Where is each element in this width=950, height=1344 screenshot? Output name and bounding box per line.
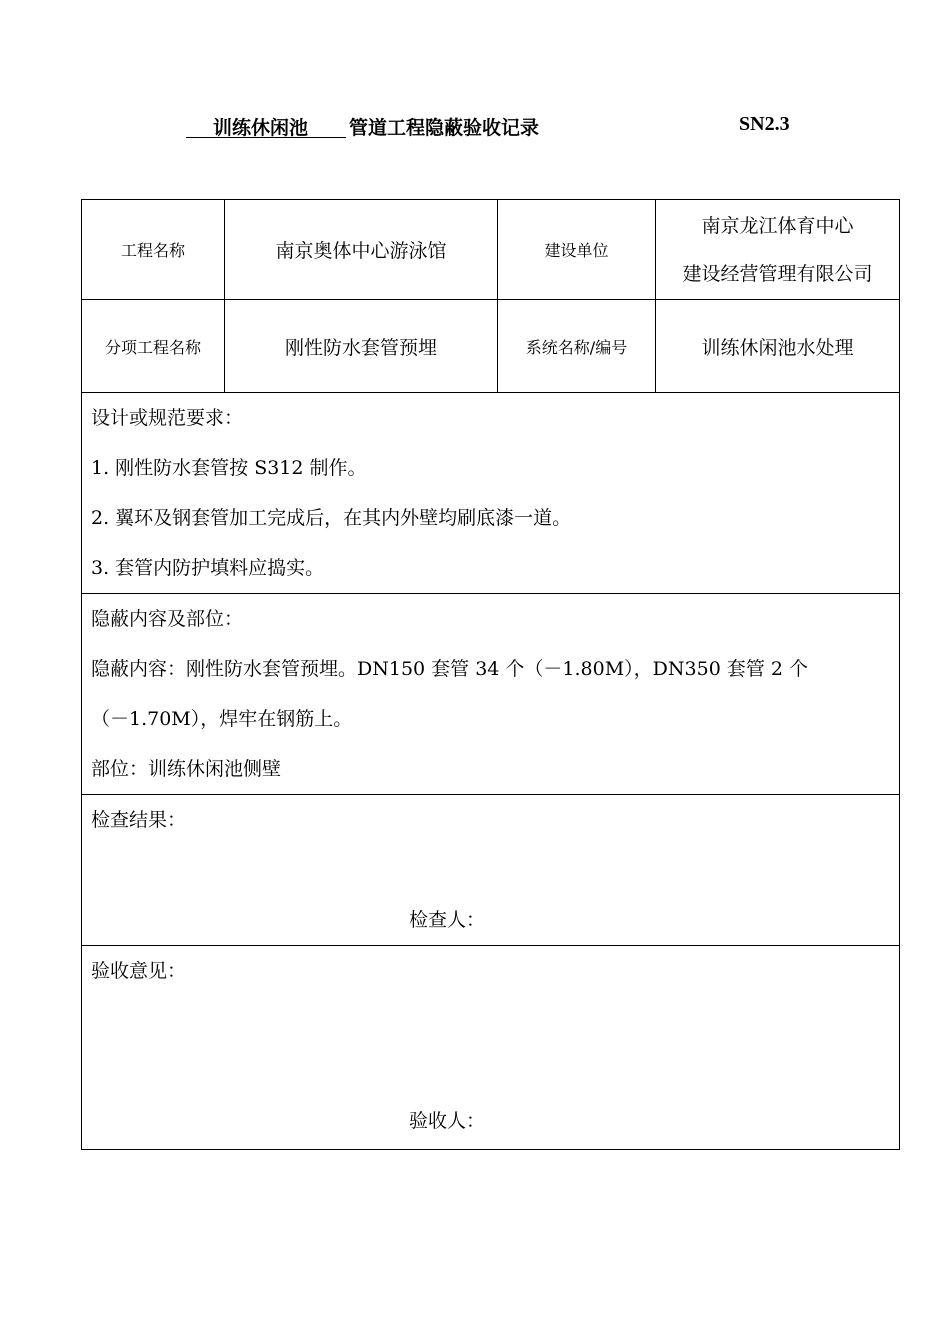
- project-name-label: 工程名称: [82, 200, 225, 300]
- requirements-heading: 设计或规范要求：: [91, 407, 244, 429]
- inspection-heading: 检查结果：: [91, 809, 187, 831]
- subproject-label: 分项工程名称: [82, 300, 225, 393]
- builder-value-line2: 建设经营管理有限公司: [682, 262, 873, 285]
- title-project-blank: [186, 113, 346, 138]
- acceptor-signature-label: 验收人：: [409, 1110, 486, 1132]
- requirement-item-2: 2. 翼环及钢套管加工完成后，在其内外壁均刷底漆一道。: [91, 507, 572, 529]
- concealed-content-line2: （－1.70M），焊牢在钢筋上。: [91, 708, 353, 730]
- form-code: SN2.3: [739, 113, 790, 135]
- concealed-heading: 隐蔽内容及部位：: [91, 608, 244, 630]
- builder-value-line1: 南京龙江体育中心: [701, 214, 854, 237]
- concealed-row: [82, 594, 900, 795]
- acceptance-section: [82, 946, 900, 1150]
- acceptance-heading: 验收意见：: [91, 960, 187, 982]
- title-project-name: 训练休闲池: [213, 117, 309, 139]
- subproject-value: 刚性防水套管预埋: [225, 300, 498, 393]
- inspection-blank-line: [91, 845, 899, 895]
- builder-label: 建设单位: [498, 200, 656, 300]
- concealed-location: 部位：训练休闲池侧壁: [91, 758, 282, 780]
- concealed-content-line1: 隐蔽内容：刚性防水套管预埋。DN150 套管 34 个（－1.80M），DN350 套管 2 个: [91, 658, 809, 680]
- builder-value: [656, 200, 900, 300]
- concealed-section: [82, 594, 900, 795]
- document-title: [0, 113, 950, 143]
- system-label: 系统名称/编号: [498, 300, 656, 393]
- acceptance-blank-line-2: [91, 1046, 899, 1096]
- inspection-record-table: [81, 199, 900, 1150]
- acceptance-blank-line-1: [91, 996, 899, 1046]
- system-value: 训练休闲池水处理: [656, 300, 900, 393]
- project-name-value: 南京奥体中心游泳馆: [225, 200, 498, 300]
- requirements-row: [82, 393, 900, 594]
- title-main-text: 管道工程隐蔽验收记录: [349, 117, 540, 139]
- acceptance-row: [82, 946, 900, 1150]
- inspection-row: [82, 795, 900, 946]
- inspector-signature-label: 检查人：: [409, 909, 486, 931]
- subproject-row: [82, 300, 900, 393]
- requirement-item-1: 1. 刚性防水套管按 S312 制作。: [91, 457, 367, 479]
- inspection-section: [82, 795, 900, 946]
- requirement-item-3: 3. 套管内防护填料应捣实。: [91, 557, 325, 579]
- requirements-section: [82, 393, 900, 594]
- project-info-row: [82, 200, 900, 300]
